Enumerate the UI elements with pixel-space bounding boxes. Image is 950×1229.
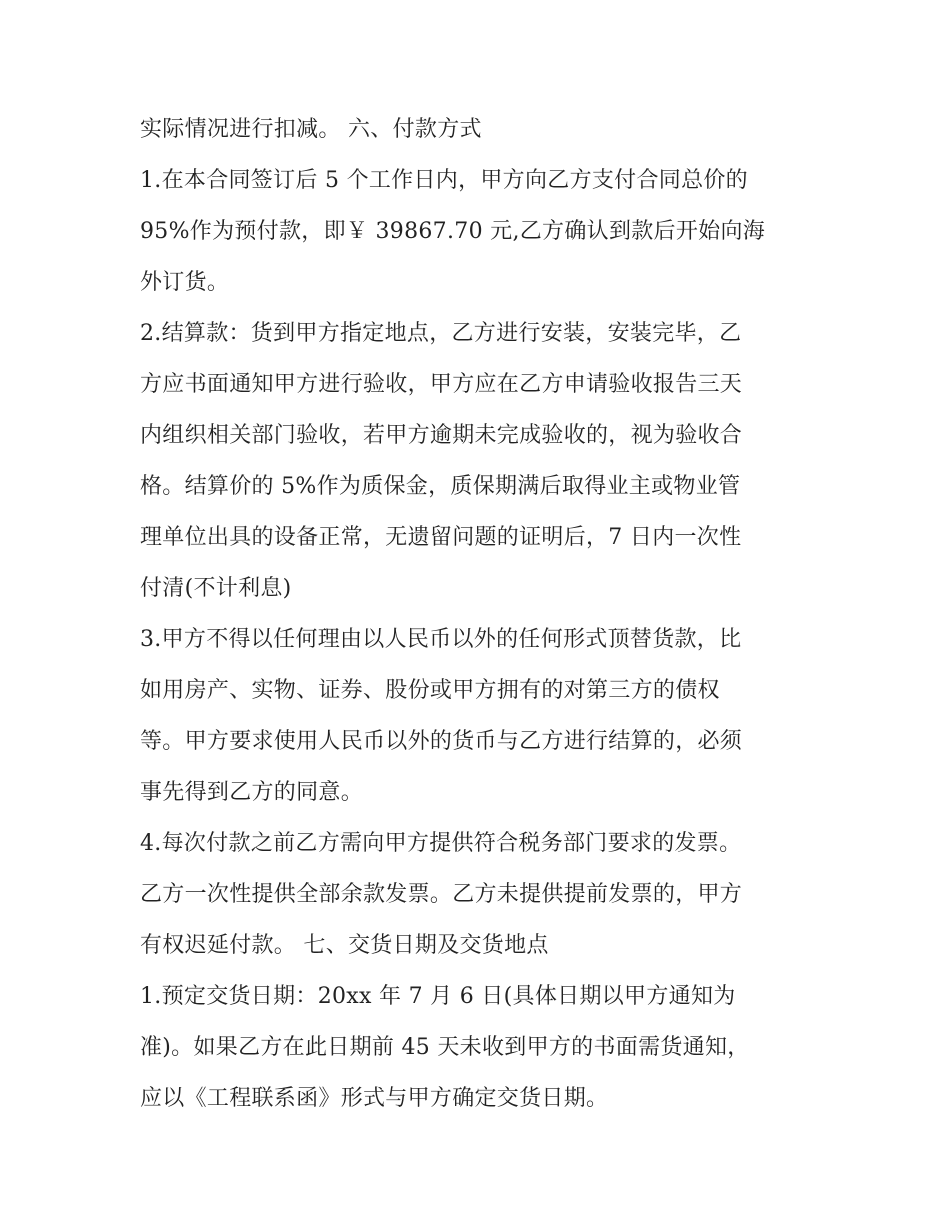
text-line: 有权迟延付款。 七、交货日期及交货地点 [140, 933, 549, 958]
text-line: 准)。如果乙方在此日期前 45 天未收到甲方的书面需货通知， [140, 1035, 750, 1060]
text-line: 格。结算价的 5%作为质保金，质保期满后取得业主或物业管 [140, 474, 741, 499]
text-line: 应以《工程联系函》形式与甲方确定交货日期。 [140, 1086, 609, 1111]
text-line: 外订货。 [140, 270, 230, 295]
text-line: 1.预定交货日期：20xx 年 7 月 6 日(具体日期以甲方通知为 [140, 984, 736, 1009]
text-line: 实际情况进行扣减。 六、付款方式 [140, 117, 482, 142]
text-line: 95%作为预付款，即￥ 39867.70 元,乙方确认到款后开始向海 [140, 219, 766, 244]
text-line: 如用房产、实物、证券、股份或甲方拥有的对第三方的债权 [140, 678, 720, 703]
text-line: 3.甲方不得以任何理由以人民币以外的任何形式顶替货款，比 [140, 627, 742, 652]
text-line: 等。甲方要求使用人民币以外的货币与乙方进行结算的，必须 [140, 729, 743, 754]
text-line: 方应书面通知甲方进行验收，甲方应在乙方申请验收报告三天 [140, 372, 743, 397]
text-line: 内组织相关部门验收，若甲方逾期未完成验收的，视为验收合 [140, 423, 743, 448]
text-line: 事先得到乙方的同意。 [140, 780, 364, 805]
text-line: 理单位出具的设备正常，无遗留问题的证明后，7 日内一次性 [140, 525, 742, 550]
text-line: 1.在本合同签订后 5 个工作日内，甲方向乙方支付合同总价的 [140, 168, 748, 193]
text-line: 乙方一次性提供全部余款发票。乙方未提供提前发票的，甲方 [140, 882, 743, 907]
text-line: 付清(不计利息) [140, 576, 292, 601]
text-line: 2.结算款：货到甲方指定地点，乙方进行安装，安装完毕，乙 [140, 321, 742, 346]
text-line: 4.每次付款之前乙方需向甲方提供符合税务部门要求的发票。 [140, 831, 742, 856]
document-body [140, 104, 820, 1124]
